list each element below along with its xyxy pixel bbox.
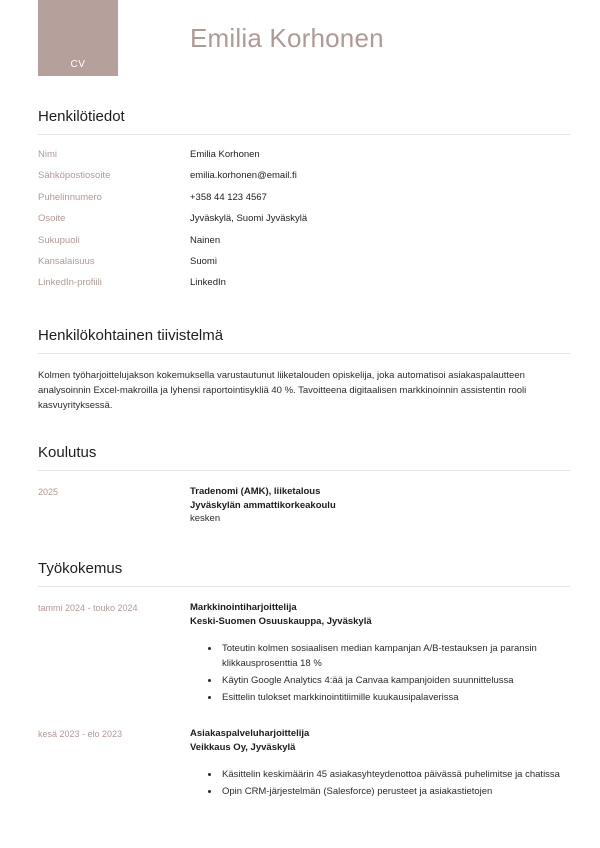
experience-bullet: • Käsittelin keskimäärin 45 asiakasyhteydenottoa päivässä puhelimitse ja chatissa <box>220 767 570 782</box>
section-divider <box>38 353 570 354</box>
education-degree: Tradenomi (AMK), liiketalous <box>190 485 321 497</box>
detail-row-linkedin <box>38 277 570 288</box>
experience-entry-date: kesä 2023 - elo 2023 <box>38 729 123 740</box>
experience-job-title: Markkinointiharjoittelija <box>190 602 297 614</box>
detail-value: Emilia Korhonen <box>190 149 260 160</box>
detail-label: Puhelinnumero <box>38 191 102 203</box>
summary-text: Kolmen työharjoittelujakson kokemuksella varustautunut liiketalouden opiskelija, joka automatisoi asiakaspalautteen analysoinnin Excel-makroilla ja lyhensi raportointisykliä 40 %. Tavoitteena digitaalisen markkinoinnin assistentin rooli kasvuyrityksessä. <box>38 369 527 412</box>
detail-value: emilia.korhonen@email.fi <box>190 170 297 182</box>
detail-label: Osoite <box>38 213 66 225</box>
section-education <box>38 444 570 526</box>
detail-row <box>38 192 570 203</box>
detail-value: Suomi <box>190 255 217 267</box>
experience-bullet: • Opin CRM-järjestelmän (Salesforce) perusteet ja asiakastietojen <box>220 784 570 799</box>
experience-entry-date: tammi 2024 - touko 2024 <box>38 603 138 614</box>
personal-details-list <box>38 149 570 289</box>
section-title-summary: Henkilökohtainen tiivistelmä <box>38 326 224 344</box>
experience-bullet-list <box>190 641 570 706</box>
section-title-experience: Työkokemus <box>38 560 123 578</box>
candidate-name-container <box>118 0 600 76</box>
experience-bullet-list <box>190 767 570 799</box>
detail-label: Sukupuoli <box>38 234 80 246</box>
spacer <box>38 299 570 327</box>
cv-logo-label: CV <box>70 59 86 70</box>
experience-bullet: • Esittelin tulokset markkinointitiimille kuukausipalaverissa <box>220 690 570 705</box>
experience-bullet: • Toteutin kolmen sosiaalisen median kampanjan A/B-testauksen ja paransin klikkausprosenttia 18 % <box>220 641 570 671</box>
education-entry-body <box>190 485 570 526</box>
education-school: Jyväskylän ammattikorkeakoulu <box>190 499 336 511</box>
experience-entry <box>38 601 570 707</box>
section-divider <box>38 134 570 135</box>
detail-row <box>38 256 570 267</box>
detail-row <box>38 213 570 224</box>
section-title-personal-details: Henkilötiedot <box>38 108 125 125</box>
detail-row <box>38 235 570 246</box>
cv-logo-box <box>38 0 118 76</box>
cv-content <box>0 108 600 801</box>
education-status: kesken <box>190 513 221 525</box>
detail-value: Nainen <box>190 234 221 246</box>
section-divider <box>38 470 570 471</box>
detail-label: Nimi <box>38 149 57 160</box>
experience-entry-body <box>190 601 570 707</box>
detail-row <box>38 170 570 181</box>
detail-row <box>38 149 570 160</box>
candidate-name: Emilia Korhonen <box>190 23 384 53</box>
experience-employer: Veikkaus Oy, Jyväskylä <box>190 742 296 754</box>
experience-entry-body <box>190 727 570 801</box>
cv-header <box>0 0 600 108</box>
spacer <box>38 414 570 444</box>
section-title-education: Koulutus <box>38 443 97 461</box>
experience-job-title: Asiakaspalveluharjoittelija <box>190 728 310 740</box>
education-entry <box>38 485 570 526</box>
spacer <box>38 526 570 560</box>
section-divider <box>38 586 570 587</box>
linkedin-link[interactable]: LinkedIn <box>190 277 226 289</box>
detail-label: LinkedIn-profiili <box>38 277 102 289</box>
experience-bullet: • Käytin Google Analytics 4:ää ja Canvaa kampanjoiden suunnittelussa <box>220 673 570 688</box>
detail-value: +358 44 123 4567 <box>190 191 267 203</box>
section-summary <box>38 327 570 414</box>
section-experience <box>38 560 570 801</box>
detail-label: Sähköpostiosoite <box>38 170 111 182</box>
detail-value: Jyväskylä, Suomi Jyväskylä <box>190 213 308 225</box>
spacer <box>38 707 570 727</box>
experience-entry <box>38 727 570 801</box>
detail-label: Kansalaisuus <box>38 255 95 267</box>
education-entry-date: 2025 <box>38 486 59 497</box>
section-personal-details <box>38 108 570 289</box>
experience-employer: Keski-Suomen Osuuskauppa, Jyväskylä <box>190 615 372 627</box>
